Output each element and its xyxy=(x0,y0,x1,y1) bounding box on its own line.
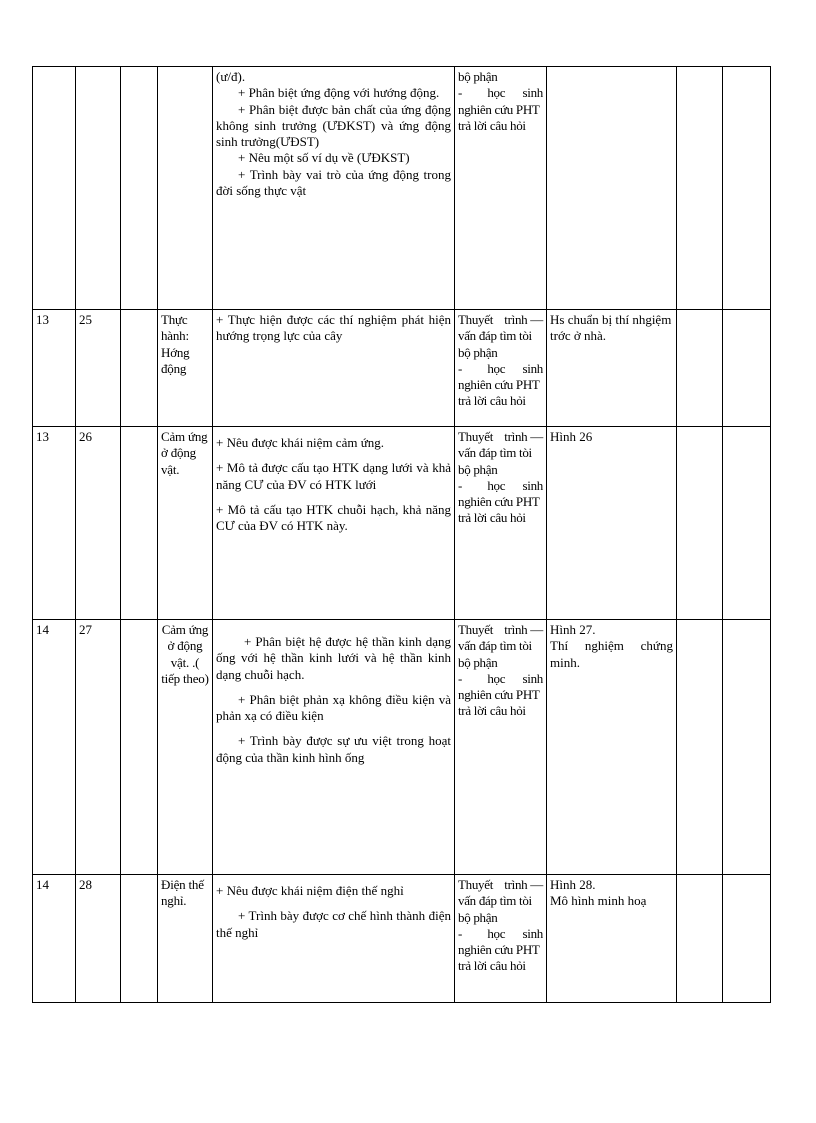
method-cell xyxy=(455,620,547,875)
method-cell xyxy=(455,427,547,620)
empty-cell xyxy=(121,310,158,427)
method-cell xyxy=(455,875,547,1003)
empty-cell xyxy=(677,620,723,875)
week-cell xyxy=(33,67,76,310)
method-word: sinh xyxy=(522,85,543,101)
empty-cell xyxy=(723,875,771,1003)
lesson-cell: Cảm ứng ở động vật. xyxy=(158,427,213,620)
week-cell: 13 xyxy=(33,427,76,620)
method-cell xyxy=(455,67,547,310)
equipment-cell xyxy=(547,310,677,427)
method-word: Thuyết xyxy=(458,877,494,892)
method-word: sinh xyxy=(522,477,543,493)
method-word: Thuyết xyxy=(458,622,494,637)
empty-cell xyxy=(723,310,771,427)
equipment-cell xyxy=(547,67,677,310)
method-line: vấn đáp tìm tòi xyxy=(458,445,532,461)
method-dash: - xyxy=(458,360,463,376)
method-line: trả lời câu hỏi xyxy=(458,958,526,974)
week-cell: 13 xyxy=(33,310,76,427)
method-line: bộ phận xyxy=(458,69,498,84)
objective-item: + Phân biệt ứng động với hướng động. xyxy=(238,85,440,101)
empty-cell xyxy=(121,67,158,310)
lesson-cell: Cảm ứng ở động vật. .( tiếp theo) xyxy=(158,620,213,875)
lesson-cell xyxy=(158,67,213,310)
period-cell xyxy=(76,67,121,310)
equipment-line xyxy=(550,638,673,654)
method-line: nghiên cứu PHT xyxy=(458,687,540,702)
equipment-line: Hình 27. xyxy=(550,622,596,637)
method-line: nghiên cứu PHT xyxy=(458,377,540,392)
objective-item: + Thực hiện được các thí nghiệm phát hiện hướng trọng lực của cây xyxy=(216,312,451,344)
method-line: vấn đáp tìm tòi xyxy=(458,328,532,344)
method-line xyxy=(458,429,543,445)
objectives-cell xyxy=(213,310,455,427)
objective-item: + Phân biệt phản xạ không điều kiện và phản xạ có điều kiện xyxy=(216,691,451,723)
equipment-line: minh. xyxy=(550,654,580,670)
table-row xyxy=(33,620,771,875)
method-word: trình — xyxy=(504,622,543,637)
period-cell: 27 xyxy=(76,620,121,875)
method-word: trình — xyxy=(504,877,543,892)
equipment-cell xyxy=(547,875,677,1003)
method-line xyxy=(458,622,543,638)
period-cell: 26 xyxy=(76,427,121,620)
method-line: trả lời câu hỏi xyxy=(458,117,526,133)
empty-cell xyxy=(121,875,158,1003)
empty-cell xyxy=(723,620,771,875)
method-word: học xyxy=(487,925,506,941)
week-cell: 14 xyxy=(33,875,76,1003)
objective-item: + Trình bày vai trò của ứng động trong đời sống thực vật xyxy=(216,166,451,198)
empty-cell xyxy=(677,427,723,620)
objective-item: + Mô tả được cấu tạo HTK dạng lưới và khả năng CƯ của ĐV có HTK lưới xyxy=(216,460,451,492)
method-line: vấn đáp tìm tòi xyxy=(458,638,532,654)
empty-cell xyxy=(677,67,723,310)
method-line xyxy=(458,361,543,377)
period-cell: 25 xyxy=(76,310,121,427)
lesson-cell: Thực hành: Hớng động xyxy=(158,310,213,427)
method-line xyxy=(458,926,543,942)
method-line xyxy=(458,671,543,687)
method-line: bộ phận xyxy=(458,654,498,670)
table-row xyxy=(33,67,771,310)
equipment-cell xyxy=(547,620,677,875)
equipment-word: Thí xyxy=(550,638,569,654)
method-line: nghiên cứu PHT xyxy=(458,942,540,957)
objectives-cell xyxy=(213,875,455,1003)
objective-item: (ư/đ). xyxy=(216,69,246,84)
empty-cell xyxy=(121,427,158,620)
equipment-cell xyxy=(547,427,677,620)
objective-item: + Mô tả cấu tạo HTK chuỗi hạch, khả năng CƯ của ĐV có HTK này. xyxy=(216,501,451,533)
table-row xyxy=(33,310,771,427)
method-word: học xyxy=(487,477,506,493)
objective-item: + Phân biệt được bản chất của ứng động không sinh trưởng (ƯĐKST) và ứng động sinh trưởng(ƯĐST) xyxy=(216,101,451,149)
method-dash: - xyxy=(458,925,463,941)
method-word: học xyxy=(487,360,506,376)
objective-item: + Nêu được khái niệm điện thế nghỉ xyxy=(216,883,404,898)
method-line: bộ phận xyxy=(458,909,498,925)
table-row xyxy=(33,875,771,1003)
table-row xyxy=(33,427,771,620)
method-line: nghiên cứu PHT xyxy=(458,494,540,509)
method-dash: - xyxy=(458,85,463,101)
objective-item: + Nêu một số ví dụ về (ƯĐKST) xyxy=(238,150,410,166)
week-cell: 14 xyxy=(33,620,76,875)
empty-cell xyxy=(677,875,723,1003)
method-line xyxy=(458,478,543,494)
method-line xyxy=(458,312,543,328)
method-line: trả lời câu hỏi xyxy=(458,510,526,526)
equipment-line: Hs chuẩn bị thí nhgiệm xyxy=(550,312,672,327)
objectives-cell xyxy=(213,620,455,875)
method-line: trả lời câu hỏi xyxy=(458,703,526,719)
objective-item: + Nêu được khái niệm cảm ứng. xyxy=(216,435,385,450)
objective-item: + Phân biệt hệ được hệ thần kinh dạng ống với hệ thần kinh lưới và hệ thần kinh dạng chuỗi hạch. xyxy=(216,634,451,682)
method-word: học xyxy=(487,670,506,686)
method-word: trình — xyxy=(504,312,543,327)
method-line: bộ phận xyxy=(458,344,498,360)
objective-item: + Trình bày được cơ chế hình thành điện thế nghỉ xyxy=(216,908,451,940)
objective-item: + Trình bày được sự ưu việt trong hoạt động của thần kinh hình ống xyxy=(216,733,451,765)
method-word: trình — xyxy=(504,429,543,444)
method-cell xyxy=(455,310,547,427)
method-line: vấn đáp tìm tòi xyxy=(458,893,532,909)
equipment-line: trớc ở nhà. xyxy=(550,328,606,344)
empty-cell xyxy=(723,427,771,620)
empty-cell xyxy=(121,620,158,875)
equipment-line: Mô hình minh hoạ xyxy=(550,893,647,909)
equipment-word: nghiệm xyxy=(584,638,624,654)
method-word: sinh xyxy=(522,925,543,941)
method-line xyxy=(458,877,543,893)
objectives-cell xyxy=(213,67,455,310)
method-dash: - xyxy=(458,477,463,493)
method-dash: - xyxy=(458,670,463,686)
method-word: Thuyết xyxy=(458,429,494,444)
method-word: sinh xyxy=(522,670,543,686)
equipment-line: Hình 26 xyxy=(550,429,593,444)
method-word: Thuyết xyxy=(458,312,494,327)
method-line: trả lời câu hỏi xyxy=(458,393,526,409)
period-cell: 28 xyxy=(76,875,121,1003)
method-word: sinh xyxy=(522,360,543,376)
equipment-line: Hình 28. xyxy=(550,877,596,892)
lesson-plan-table xyxy=(32,66,771,1003)
method-line: nghiên cứu PHT xyxy=(458,101,540,117)
lesson-cell: Điện thế nghỉ. xyxy=(158,875,213,1003)
equipment-word: chứng xyxy=(640,638,673,654)
empty-cell xyxy=(677,310,723,427)
method-line xyxy=(458,85,543,101)
empty-cell xyxy=(723,67,771,310)
objectives-cell xyxy=(213,427,455,620)
method-word: học xyxy=(487,85,506,101)
method-line: bộ phận xyxy=(458,461,498,477)
